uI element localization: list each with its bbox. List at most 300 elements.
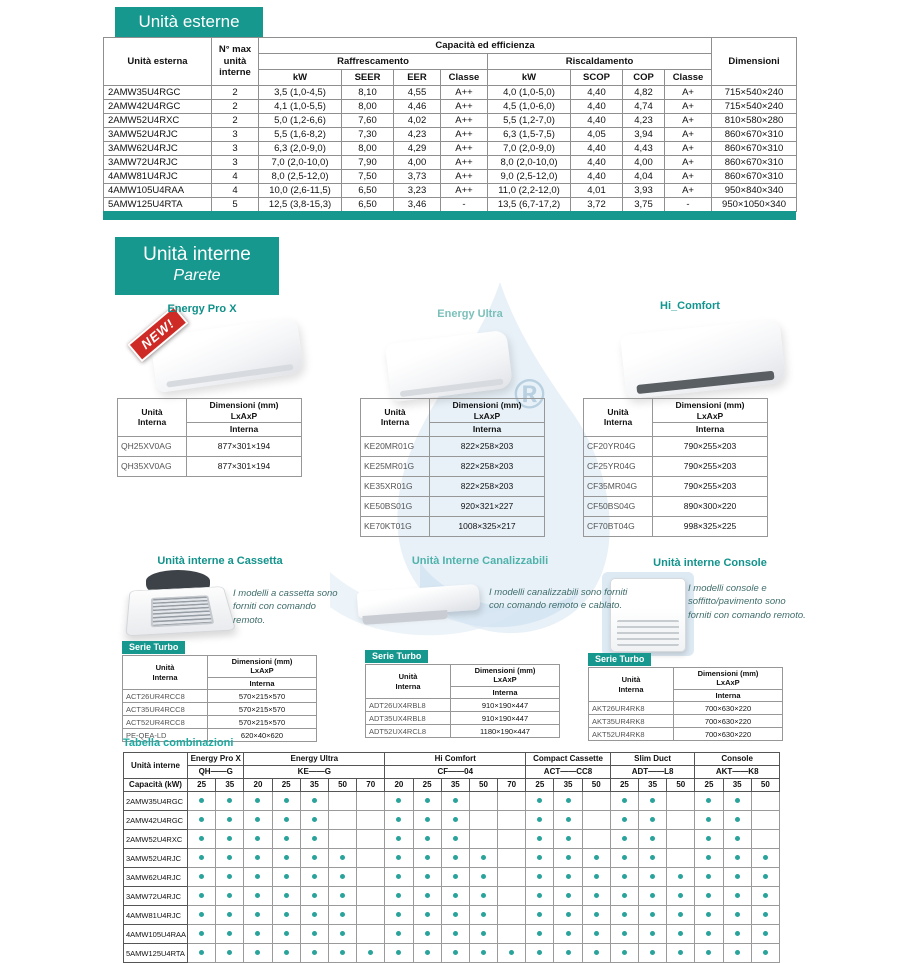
combo-compat-cell: [300, 830, 328, 849]
combo-header-unita-interne: Unità interne: [124, 753, 188, 779]
combo-capacity-header: 35: [300, 779, 328, 792]
combo-capacity-header: 25: [188, 779, 216, 792]
model-code-cell: KE25MR01G: [361, 456, 430, 476]
compatibility-dot-icon: [509, 950, 514, 955]
compatibility-dot-icon: [622, 836, 627, 841]
combo-compat-cell: [639, 811, 667, 830]
compatibility-dot-icon: [622, 950, 627, 955]
value-cell: A+: [665, 170, 712, 184]
compatibility-dot-icon: [678, 931, 683, 936]
value-cell: A+: [665, 100, 712, 114]
compatibility-dot-icon: [566, 874, 571, 879]
combo-compat-cell: [582, 811, 610, 830]
compatibility-dot-icon: [537, 836, 542, 841]
value-cell: 3,73: [394, 170, 441, 184]
value-cell: 3,93: [623, 184, 665, 198]
section-desc-console: I modelli console e soffitto/pavimento sono forniti con comando remoto.: [688, 583, 806, 621]
combo-compat-cell: [639, 830, 667, 849]
combo-capacity-header: 35: [554, 779, 582, 792]
compatibility-dot-icon: [199, 817, 204, 822]
model-code-cell: ACT35UR4RCC8: [123, 703, 208, 716]
model-code-cell: QH25XV0AG: [118, 436, 187, 456]
compatibility-dot-icon: [312, 836, 317, 841]
model-code-cell: CF20YR04G: [584, 436, 653, 456]
combo-compat-cell: [582, 849, 610, 868]
combo-compat-cell: [385, 925, 413, 944]
value-cell: A+: [665, 86, 712, 100]
model-code-cell: KE20MR01G: [361, 436, 430, 456]
model-code-cell: AKT26UR4RK8: [589, 702, 674, 715]
value-cell: 7,30: [342, 128, 394, 142]
combo-compat-cell: [526, 944, 554, 963]
compatibility-dot-icon: [706, 874, 711, 879]
table-row: [123, 690, 317, 703]
combo-compat-cell: [582, 925, 610, 944]
combo-compat-cell: [498, 868, 526, 887]
combo-group-header: Console: [695, 753, 780, 766]
value-cell: 4,5 (1,0-6,0): [488, 100, 571, 114]
combo-compat-cell: [667, 925, 695, 944]
value-cell: 4,40: [571, 114, 623, 128]
combo-compat-cell: [751, 887, 779, 906]
combo-compat-cell: [498, 830, 526, 849]
combo-compat-cell: [667, 906, 695, 925]
combo-compat-cell: [610, 811, 638, 830]
indoor-section-badge: [115, 237, 279, 295]
combo-row: [124, 944, 780, 963]
combo-compat-cell: [300, 906, 328, 925]
compatibility-dot-icon: [199, 912, 204, 917]
combo-capacity-header: 25: [526, 779, 554, 792]
value-cell: A+: [665, 128, 712, 142]
combo-compat-cell: [667, 868, 695, 887]
combo-compat-cell: [695, 811, 723, 830]
value-cell: A++: [441, 128, 488, 142]
compatibility-dot-icon: [227, 950, 232, 955]
combo-row: [124, 830, 780, 849]
section-title-console: Unità interne Console: [653, 557, 767, 569]
value-cell: 822×258×203: [430, 476, 545, 496]
combo-compat-cell: [441, 906, 469, 925]
label: LxAxP: [250, 666, 274, 676]
model-code-cell: 2AMW42U4RGC: [104, 100, 212, 114]
combo-compat-cell: [554, 830, 582, 849]
combo-compat-cell: [639, 849, 667, 868]
value-cell: 7,0 (2,0-9,0): [488, 142, 571, 156]
compatibility-dot-icon: [284, 912, 289, 917]
col-header-seer: SEER: [342, 70, 394, 86]
combo-compat-cell: [695, 887, 723, 906]
combo-compat-cell: [554, 906, 582, 925]
table-row: [584, 496, 768, 516]
compatibility-dot-icon: [255, 817, 260, 822]
combo-compat-cell: [413, 944, 441, 963]
combo-compat-cell: [357, 906, 385, 925]
combo-compat-cell: [498, 887, 526, 906]
value-cell: 8,00: [342, 142, 394, 156]
label: LxAxP: [493, 675, 517, 685]
dim-header-interna: Interna: [187, 423, 302, 437]
value-cell: 4,74: [623, 100, 665, 114]
combo-compat-cell: [695, 906, 723, 925]
compatibility-dot-icon: [425, 893, 430, 898]
combo-compat-cell: [385, 849, 413, 868]
value-cell: A++: [441, 100, 488, 114]
label: LxAxP: [716, 678, 740, 688]
table-row: [104, 170, 797, 184]
table-row: [366, 725, 560, 738]
combo-compat-cell: [357, 792, 385, 811]
compatibility-dot-icon: [284, 931, 289, 936]
combo-capacity-header: 35: [723, 779, 751, 792]
combo-compat-cell: [328, 925, 356, 944]
combo-compat-cell: [385, 944, 413, 963]
compatibility-dot-icon: [481, 912, 486, 917]
compatibility-dot-icon: [227, 836, 232, 841]
compatibility-dot-icon: [453, 798, 458, 803]
compatibility-dot-icon: [566, 893, 571, 898]
combo-compat-cell: [751, 811, 779, 830]
compatibility-dot-icon: [622, 893, 627, 898]
combo-compat-cell: [272, 868, 300, 887]
dimensions-table-body: [589, 702, 783, 741]
table-row: [104, 128, 797, 142]
combo-compat-cell: [357, 868, 385, 887]
combo-compat-cell: [244, 849, 272, 868]
col-header-raffrescamento: Raffrescamento: [259, 54, 488, 70]
compatibility-dot-icon: [396, 798, 401, 803]
compatibility-dot-icon: [312, 912, 317, 917]
label: Dimensioni (mm): [697, 669, 759, 678]
combo-model-cell: 3AMW62U4RJC: [124, 868, 188, 887]
value-cell: 5,5 (1,6-8,2): [259, 128, 342, 142]
combo-compat-cell: [667, 830, 695, 849]
table-row: [361, 456, 545, 476]
col-header-kw-cooling: kW: [259, 70, 342, 86]
combo-compat-cell: [639, 792, 667, 811]
combo-group-code: CF——04: [385, 766, 526, 779]
compatibility-dot-icon: [396, 893, 401, 898]
combo-compat-cell: [300, 887, 328, 906]
combo-compat-cell: [385, 868, 413, 887]
combo-compat-cell: [526, 868, 554, 887]
combo-compat-cell: [300, 944, 328, 963]
combo-compat-cell: [272, 811, 300, 830]
combo-code-row: [124, 766, 780, 779]
compatibility-dot-icon: [227, 798, 232, 803]
model-code-cell: ADT52UX4RCL8: [366, 725, 451, 738]
combo-model-cell: 2AMW42U4RGC: [124, 811, 188, 830]
value-cell: 715×540×240: [712, 86, 797, 100]
value-cell: A++: [441, 114, 488, 128]
product-title-energy-pro-x: Energy Pro X: [167, 303, 237, 315]
label: Unità: [141, 406, 163, 417]
compatibility-dot-icon: [340, 931, 345, 936]
compatibility-dot-icon: [199, 893, 204, 898]
compatibility-dot-icon: [396, 836, 401, 841]
compatibility-dot-icon: [340, 855, 345, 860]
combo-compat-cell: [216, 868, 244, 887]
value-cell: 4,82: [623, 86, 665, 100]
combo-compat-cell: [554, 944, 582, 963]
duct-unit-image: [357, 584, 481, 632]
value-cell: 910×190×447: [451, 699, 560, 712]
value-cell: 1008×325×217: [430, 516, 545, 536]
compatibility-dot-icon: [425, 817, 430, 822]
table-row: [589, 702, 783, 715]
model-code-cell: 2AMW52U4RXC: [104, 114, 212, 128]
value-cell: 4,0 (1,0-5,0): [488, 86, 571, 100]
table-row: [584, 456, 768, 476]
combo-compat-cell: [723, 811, 751, 830]
compatibility-dot-icon: [594, 912, 599, 917]
value-cell: 3: [212, 156, 259, 170]
compatibility-dot-icon: [566, 912, 571, 917]
combo-compat-cell: [244, 944, 272, 963]
outdoor-table-body: [104, 86, 797, 212]
combo-compat-cell: [244, 868, 272, 887]
serie-turbo-label-console: Serie Turbo: [588, 653, 651, 666]
compatibility-dot-icon: [566, 855, 571, 860]
compatibility-dot-icon: [706, 855, 711, 860]
compatibility-dot-icon: [199, 855, 204, 860]
value-cell: 10,0 (2,6-11,5): [259, 184, 342, 198]
registered-trademark-icon: ®: [514, 370, 545, 417]
compatibility-dot-icon: [425, 836, 430, 841]
combo-group-header: Energy Ultra: [244, 753, 385, 766]
compatibility-dot-icon: [706, 817, 711, 822]
value-cell: 877×301×194: [187, 456, 302, 476]
combo-compat-cell: [272, 830, 300, 849]
compatibility-dot-icon: [735, 893, 740, 898]
combo-compat-cell: [413, 792, 441, 811]
compatibility-dot-icon: [706, 836, 711, 841]
combo-compat-cell: [216, 830, 244, 849]
dimensions-table-body: [366, 699, 560, 738]
compatibility-dot-icon: [594, 931, 599, 936]
combo-compat-cell: [328, 811, 356, 830]
combo-compat-cell: [272, 887, 300, 906]
combo-compat-cell: [216, 944, 244, 963]
compatibility-dot-icon: [199, 798, 204, 803]
combo-capacity-header: 25: [413, 779, 441, 792]
model-code-cell: QH35XV0AG: [118, 456, 187, 476]
value-cell: A++: [441, 142, 488, 156]
combo-row: [124, 925, 780, 944]
compatibility-dot-icon: [284, 874, 289, 879]
value-cell: 4,40: [571, 100, 623, 114]
compatibility-dot-icon: [566, 950, 571, 955]
compatibility-dot-icon: [735, 817, 740, 822]
value-cell: 715×540×240: [712, 100, 797, 114]
combo-compat-cell: [751, 906, 779, 925]
value-cell: 790×255×203: [653, 436, 768, 456]
table-row: [104, 142, 797, 156]
table-row: [104, 114, 797, 128]
outdoor-units-table: [103, 37, 797, 212]
value-cell: 3,94: [623, 128, 665, 142]
combo-capacity-header: 50: [469, 779, 497, 792]
combo-compat-cell: [469, 868, 497, 887]
combo-compat-cell: [610, 906, 638, 925]
compatibility-dot-icon: [650, 950, 655, 955]
table-row: [584, 476, 768, 496]
compatibility-dot-icon: [312, 931, 317, 936]
combo-table-title: Tabella combinazioni: [123, 737, 234, 749]
value-cell: 5,5 (1,2-7,0): [488, 114, 571, 128]
value-cell: 3,5 (1,0-4,5): [259, 86, 342, 100]
dim-header-dimensioni: [451, 665, 560, 687]
value-cell: 2: [212, 86, 259, 100]
combo-compat-cell: [300, 925, 328, 944]
col-header-eer: EER: [394, 70, 441, 86]
value-cell: 570×215×570: [208, 690, 317, 703]
cassetta-dimensions-table: [122, 655, 317, 742]
combo-compat-cell: [526, 925, 554, 944]
combo-compat-cell: [441, 868, 469, 887]
combo-compat-cell: [723, 944, 751, 963]
combo-compat-cell: [413, 887, 441, 906]
value-cell: 920×321×227: [430, 496, 545, 516]
combo-compat-cell: [413, 811, 441, 830]
value-cell: 998×325×225: [653, 516, 768, 536]
combo-compat-cell: [244, 792, 272, 811]
combo-capacity-header: 25: [272, 779, 300, 792]
compatibility-dot-icon: [340, 893, 345, 898]
energy-pro-x-unit-image: [138, 315, 304, 393]
compatibility-dot-icon: [735, 874, 740, 879]
model-code-cell: AKT35UR4RK8: [589, 715, 674, 728]
value-cell: 8,10: [342, 86, 394, 100]
compatibility-dot-icon: [255, 855, 260, 860]
combo-compat-cell: [751, 944, 779, 963]
combo-compat-cell: [357, 887, 385, 906]
combo-compat-cell: [385, 906, 413, 925]
value-cell: 822×258×203: [430, 436, 545, 456]
compatibility-dot-icon: [537, 950, 542, 955]
value-cell: 3,46: [394, 198, 441, 212]
dim-header-unita-interna: [123, 656, 208, 690]
compatibility-dot-icon: [396, 912, 401, 917]
combo-capacity-header: 35: [441, 779, 469, 792]
combo-compat-cell: [244, 811, 272, 830]
table-row: [361, 436, 545, 456]
combo-capacity-header: 25: [610, 779, 638, 792]
combo-compat-cell: [751, 925, 779, 944]
compatibility-dot-icon: [453, 931, 458, 936]
dimensions-table-body: [584, 436, 768, 536]
value-cell: 570×215×570: [208, 716, 317, 729]
value-cell: A++: [441, 184, 488, 198]
table-row: [104, 198, 797, 212]
combo-compat-cell: [441, 887, 469, 906]
compatibility-dot-icon: [537, 912, 542, 917]
combo-compat-cell: [667, 849, 695, 868]
combo-compat-cell: [610, 792, 638, 811]
compatibility-dot-icon: [255, 893, 260, 898]
combo-compat-cell: [554, 868, 582, 887]
compatibility-dot-icon: [481, 855, 486, 860]
compatibility-dot-icon: [368, 950, 373, 955]
value-cell: 860×670×310: [712, 142, 797, 156]
combo-capacity-header: 50: [667, 779, 695, 792]
combo-compat-cell: [582, 792, 610, 811]
value-cell: -: [441, 198, 488, 212]
combo-model-cell: 4AMW81U4RJC: [124, 906, 188, 925]
combo-compat-cell: [188, 792, 216, 811]
compatibility-dot-icon: [199, 836, 204, 841]
combo-compat-cell: [554, 792, 582, 811]
model-code-cell: ADT26UX4RBL8: [366, 699, 451, 712]
dimensions-table-body: [118, 436, 302, 476]
outdoor-section-badge: Unità esterne: [115, 7, 263, 37]
compatibility-dot-icon: [594, 950, 599, 955]
combo-compat-cell: [328, 906, 356, 925]
compatibility-dot-icon: [312, 874, 317, 879]
combo-compat-cell: [216, 849, 244, 868]
combo-compat-cell: [498, 944, 526, 963]
combo-compat-cell: [328, 792, 356, 811]
compatibility-dot-icon: [284, 950, 289, 955]
label: Dimensioni (mm): [452, 400, 522, 410]
combo-compat-cell: [554, 925, 582, 944]
compatibility-dot-icon: [255, 836, 260, 841]
model-code-cell: CF35MR04G: [584, 476, 653, 496]
label: LxAxP: [696, 410, 724, 421]
dim-header-dimensioni: [430, 399, 545, 423]
value-cell: A++: [441, 156, 488, 170]
label: Unità: [155, 663, 175, 673]
compatibility-dot-icon: [284, 798, 289, 803]
value-cell: 4,43: [623, 142, 665, 156]
value-cell: 4,29: [394, 142, 441, 156]
value-cell: 4,05: [571, 128, 623, 142]
combo-compat-cell: [469, 906, 497, 925]
compatibility-dot-icon: [340, 874, 345, 879]
combo-compat-cell: [413, 830, 441, 849]
label: Interna: [137, 417, 167, 428]
combo-compat-cell: [723, 792, 751, 811]
combo-compat-cell: [582, 887, 610, 906]
combo-compat-cell: [272, 849, 300, 868]
compatibility-dot-icon: [763, 931, 768, 936]
combo-compat-cell: [216, 887, 244, 906]
combo-row: [124, 811, 780, 830]
value-cell: 2: [212, 114, 259, 128]
compatibility-dot-icon: [227, 874, 232, 879]
model-code-cell: 3AMW72U4RJC: [104, 156, 212, 170]
combo-compat-cell: [751, 792, 779, 811]
combo-compat-cell: [723, 906, 751, 925]
combo-compat-cell: [385, 792, 413, 811]
combo-compat-cell: [300, 849, 328, 868]
combo-compat-cell: [300, 792, 328, 811]
combo-compat-cell: [216, 811, 244, 830]
combo-compat-cell: [554, 887, 582, 906]
combo-compat-cell: [469, 849, 497, 868]
table-row: [123, 703, 317, 716]
combo-compat-cell: [188, 944, 216, 963]
combo-compat-cell: [300, 811, 328, 830]
dim-header-dimensioni: [653, 399, 768, 423]
combo-compat-cell: [469, 811, 497, 830]
value-cell: 6,3 (1,5-7,5): [488, 128, 571, 142]
value-cell: 4,23: [394, 128, 441, 142]
compatibility-dot-icon: [650, 855, 655, 860]
compatibility-dot-icon: [650, 836, 655, 841]
compatibility-dot-icon: [678, 912, 683, 917]
compatibility-dot-icon: [284, 836, 289, 841]
